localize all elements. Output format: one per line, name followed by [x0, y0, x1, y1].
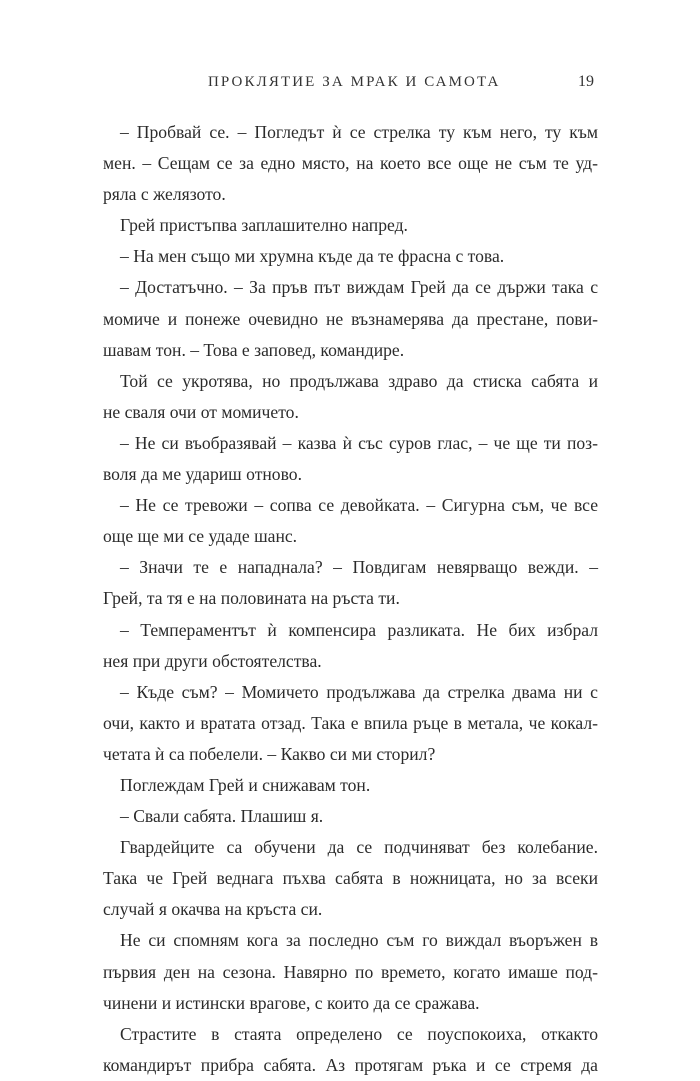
text-line: чинени и истински врагове, с които да се сражава.	[103, 992, 480, 1013]
text-line: Поглеждам Грей и снижавам тон.	[120, 774, 371, 795]
text-line: не сваля очи от момичето.	[103, 401, 299, 422]
text-line: воля да ме удариш отново.	[103, 464, 302, 485]
page-number: 19	[578, 73, 594, 90]
running-title: ПРОКЛЯТИЕ ЗА МРАК И САМОТА	[208, 74, 501, 90]
text-line: момиче и понеже очевидно не възнамерява да престане, пови-	[103, 308, 598, 329]
text-line: шавам тон. – Това е заповед, командире.	[103, 339, 405, 360]
text-line: Не си спомням кога за последно съм го виждал въоръжен в	[120, 930, 598, 951]
text-line: – Не се тревожи – сопва се девойката. – Сигурна съм, че все	[120, 495, 598, 516]
text-line: – Пробвай се. – Погледът ѝ се стрелка ту към него, ту към	[120, 122, 598, 142]
text-line: нея при други обстоятелства.	[103, 650, 322, 671]
text-line: ряла с желязото.	[103, 184, 226, 205]
text-line: – Свали сабята. Плашиш я.	[120, 806, 324, 827]
text-line: – Не си въобразявай – казва ѝ със суров глас, – че ще ти поз-	[120, 432, 598, 453]
text-line: Грей пристъпва заплашително напред.	[120, 215, 408, 236]
text-line: Той се укротява, но продължава здраво да стиска сабята и	[120, 370, 598, 391]
text-line: Грей, та тя е на половината на ръста ти.	[103, 588, 400, 609]
text-line: още ще ми се удаде шанс.	[103, 526, 298, 547]
text-line: – Достатъчно. – За пръв път виждам Грей да се държи така с	[120, 277, 598, 298]
text-line: Страстите в стаята определено се поуспокоиха, откакто	[120, 1023, 598, 1044]
text-line: очи, както и вратата отзад. Така е впила ръце в метала, че кокал-	[103, 712, 598, 733]
text-line: Така че Грей веднага пъхва сабята в ножницата, но за всеки	[103, 868, 598, 889]
text-line: мен. – Сещам се за едно място, на което все още не съм те уд-	[103, 153, 598, 174]
text-line: Гвардейците са обучени да се подчиняват без колебание.	[120, 837, 598, 858]
text-line: – На мен също ми хрумна къде да те фрасна с това.	[120, 246, 505, 267]
text-line: четата ѝ са побелели. – Какво си ми сторил?	[103, 743, 436, 764]
text-line: – Значи те е нападнала? – Повдигам невярващо вежди. –	[120, 557, 598, 578]
text-line: – Къде съм? – Момичето продължава да стрелка двама ни с	[120, 681, 598, 702]
text-line: командирът прибра сабята. Аз протягам ръка и се стремя да	[103, 1054, 598, 1075]
text-line: първия ден на сезона. Навярно по времето, когато имаше под-	[103, 961, 598, 982]
body-text	[103, 117, 598, 1081]
text-line: – Темпераментът ѝ компенсира разликата. Не бих избрал	[120, 619, 598, 640]
text-line: случай я окачва на кръста си.	[103, 899, 323, 920]
